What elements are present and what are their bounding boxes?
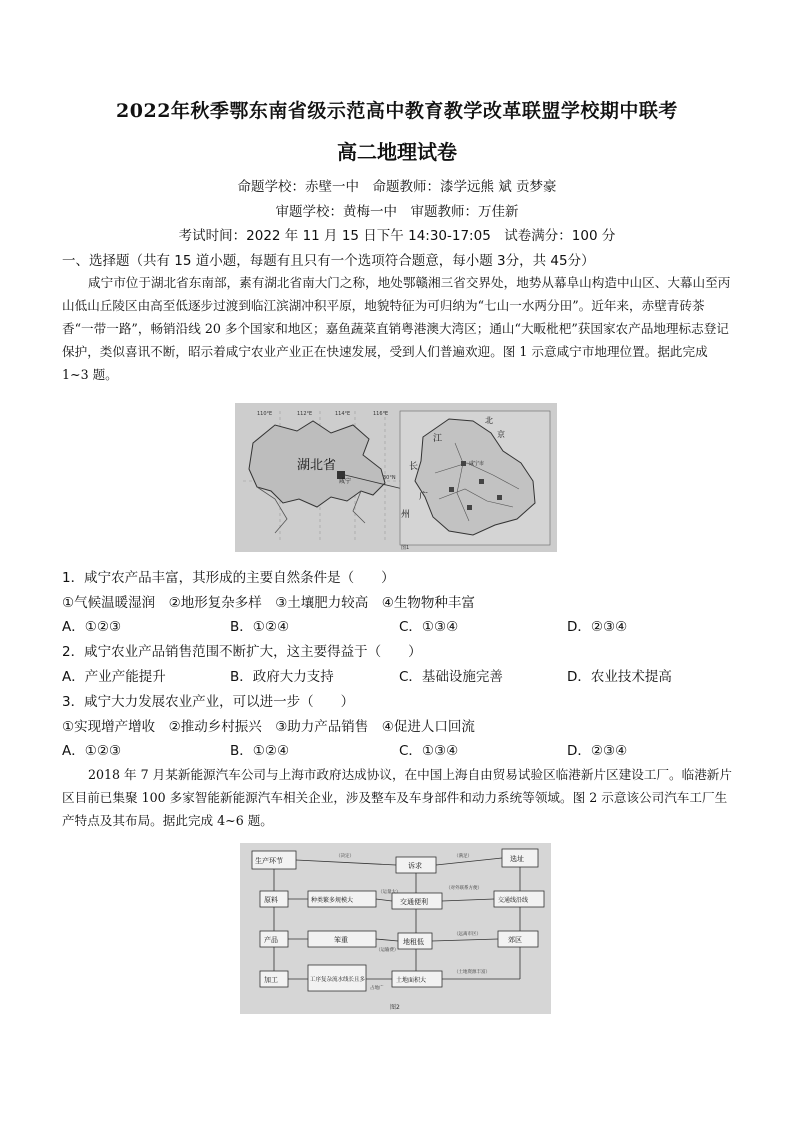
lon-label: 112°E xyxy=(297,411,313,417)
box-demand: 诉求 xyxy=(408,862,422,870)
question-1-statements: ①气候温暖湿润 ②地形复杂多样 ③土壤肥力较高 ④生物物种丰富 xyxy=(62,595,475,611)
box-heavy: 笨重 xyxy=(334,936,348,944)
option-a[interactable]: A．产业产能提升 xyxy=(62,669,166,685)
inset-city-label: 咸宁市 xyxy=(469,461,485,467)
note-decide: （决定） xyxy=(336,854,354,859)
box-production: 生产环节 xyxy=(255,857,283,865)
side-char: 广 xyxy=(419,492,429,502)
passage-2 xyxy=(62,763,734,832)
side-char: 江 xyxy=(433,434,443,444)
lat-label: 30°N xyxy=(383,475,396,481)
side-char: 北 xyxy=(485,416,493,425)
passage-2-text: 2018 年 7 月某新能源汽车公司与上海市政府达成协议，在中国上海自由贸易试验区临港新片区建设工厂。临港新片区目前已集聚 100 多家智能新能源汽车相关企业，涉及整车及车身部件和动力系统等领域。图 2 示意该公司汽车工厂生产特点及其布局。据此完成 4~6 题。 xyxy=(62,767,732,828)
option-c[interactable]: C．①③④ xyxy=(399,619,459,635)
question-2-stem: 2．咸宁农业产品销售范围不断扩大，这主要得益于（ ） xyxy=(62,644,422,660)
note-volume: （运量大） xyxy=(378,890,401,895)
box-low-rent: 地租低 xyxy=(403,938,424,946)
side-char: 京 xyxy=(497,430,505,439)
exam-title: 2022年秋季鄂东南省级示范高中教育教学改革联盟学校期中联考 xyxy=(116,100,678,122)
box-transport-convenience: 交通便利 xyxy=(400,898,428,906)
box-site: 选址 xyxy=(510,855,524,863)
box-process: 加工 xyxy=(264,976,278,984)
city-label: 咸宁 xyxy=(339,478,352,485)
side-char: 长 xyxy=(409,462,419,472)
option-a[interactable]: A．①②③ xyxy=(62,619,122,635)
meta-setter: 命题学校：赤壁一中 命题教师：漆学远熊 斌 贡梦豪 xyxy=(237,179,557,195)
map-svg xyxy=(235,403,557,552)
figure-1-caption: 图1 xyxy=(401,545,410,551)
question-2-options xyxy=(62,665,734,685)
option-c[interactable]: C．①③④ xyxy=(399,743,459,759)
figure-2-diagram xyxy=(240,843,551,1014)
question-3-stem: 3．咸宁大力发展农业产业，可以进一步（ ） xyxy=(62,694,355,710)
box-raw: 原料 xyxy=(264,896,278,904)
note-contact: （对外联系方便） xyxy=(446,886,482,891)
passage-1 xyxy=(62,271,734,386)
question-3-options xyxy=(62,739,734,759)
note-land-res: （土地资源丰富） xyxy=(454,970,490,975)
option-b[interactable]: B．①②④ xyxy=(230,619,290,635)
meta-exam-time: 考试时间：2022 年 11 月 15 日下午 14:30-17:05 试卷满分：100 分 xyxy=(178,228,616,244)
meta-reviewer: 审题学校：黄梅一中 审题教师：万佳新 xyxy=(275,204,519,220)
figure-2-caption: 图2 xyxy=(390,1004,400,1011)
box-suburb: 郊区 xyxy=(508,936,522,944)
box-transport-line: 交通线沿线 xyxy=(498,897,529,904)
note-satisfy: （满足） xyxy=(454,854,472,859)
section-heading: 一、选择题（共有 15 道小题，每题有且只有一个选项符合题意，每小题 3分，共 45分） xyxy=(62,253,595,269)
exam-subtitle: 高二地理试卷 xyxy=(337,140,457,164)
question-1-stem: 1．咸宁农产品丰富，其形成的主要自然条件是（ ） xyxy=(62,570,395,586)
question-1-options xyxy=(62,615,734,635)
option-b[interactable]: B．①②④ xyxy=(230,743,290,759)
lon-label: 110°E xyxy=(257,411,273,417)
diagram-svg xyxy=(240,843,551,1014)
box-complex: 工序复杂流水线长且多 xyxy=(310,977,366,983)
side-char: 州 xyxy=(401,510,411,520)
question-3-statements: ①实现增产增收 ②推动乡村振兴 ③助力产品销售 ④促进人口回流 xyxy=(62,719,475,735)
option-d[interactable]: D．②③④ xyxy=(567,619,628,635)
option-d[interactable]: D．②③④ xyxy=(567,743,628,759)
box-product: 产品 xyxy=(264,936,278,944)
box-variety: 种类繁多规模大 xyxy=(311,897,354,904)
option-d[interactable]: D．农业技术提高 xyxy=(567,669,672,685)
option-c[interactable]: C．基础设施完善 xyxy=(399,669,503,685)
option-a[interactable]: A．①②③ xyxy=(62,743,122,759)
figure-1-map xyxy=(235,403,557,552)
lon-label: 114°E xyxy=(335,411,351,417)
note-cost: （运输费） xyxy=(376,948,399,953)
note-occupy: 占地广 xyxy=(370,986,384,991)
province-label: 湖北省 xyxy=(297,458,337,473)
lon-label: 116°E xyxy=(373,411,389,417)
note-far: （远离市区） xyxy=(454,932,481,937)
box-large-land: 土地面积大 xyxy=(396,977,427,984)
passage-1-text: 咸宁市位于湖北省东南部，素有湖北省南大门之称，地处鄂赣湘三省交界处，地势从幕阜山构造中山区、大幕山至丙山低山丘陵区由高至低逐步过渡到临江滨湖冲积平原，地貌特征为可归纳为“七山一水两分田”。近年来，赤壁青砖茶香“一带一路”，畅销沿线 20 多个国家和地区；嘉鱼蔬菜直销粤港澳大湾区；通山“大畈枇杷”获国家农产品地理标志登记保护，类似喜讯不断，昭示着咸宁农业产业正在快速发展，受到人们普遍欢迎。图 1 示意咸宁市地理位置。据此完成 1~3 题。 xyxy=(62,275,731,382)
option-b[interactable]: B．政府大力支持 xyxy=(230,669,334,685)
